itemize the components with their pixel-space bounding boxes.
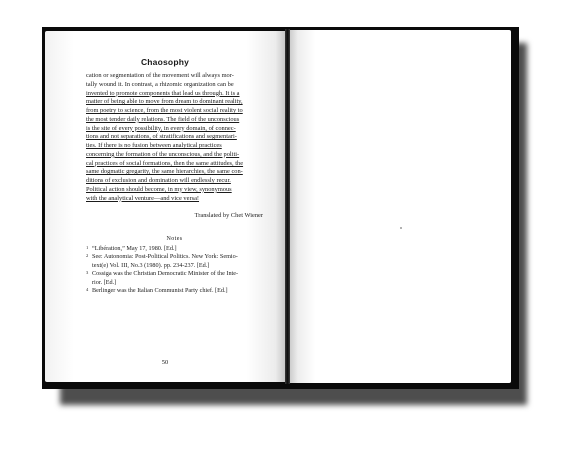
- body-line: ditions of exclusion and domination will endlessly recur.: [86, 177, 231, 184]
- body-line: tally wound it. In contrast, a rhizomic organization can be: [86, 80, 234, 88]
- body-line: cal practices of social formations, then the same attitudes, the: [86, 159, 244, 167]
- body-line: ties. If there is no fusion between analytical practices: [86, 142, 222, 149]
- footnote-text: rior. [Ed.]: [92, 278, 117, 286]
- footnote-text: See: Autonomia: Post-Political Politics. New York: Semio-: [92, 253, 238, 261]
- footnote-text: Berlinger was the Italian Communist Party chief. [Ed.]: [92, 287, 228, 295]
- body-line: same dogmatic gregarity, the same hierarchies, the same con-: [86, 168, 243, 176]
- footnote-number: 1: [86, 245, 89, 250]
- notes-list: [86, 245, 263, 295]
- body-line: concerning the formation of the unconscious, and the politi-: [86, 150, 240, 158]
- body-line: tions and not separations, of stratifications and segmentari-: [86, 133, 237, 141]
- page-number: 50: [161, 359, 169, 366]
- body-paragraph: [86, 72, 263, 203]
- footnote-number: 2: [86, 253, 89, 259]
- right-page-blank: [289, 30, 511, 383]
- body-line: cation or segmentation of the movement will always mor-: [86, 72, 234, 79]
- footnote: [86, 287, 263, 295]
- body-line: the most tender daily relations. The field of the unconscious: [86, 115, 240, 123]
- footnote-text: Cossiga was the Christian Democratic Minister of the Inte-: [92, 270, 239, 278]
- page-speck: [400, 227, 402, 229]
- footnote: [86, 253, 263, 270]
- book-spine: [285, 29, 290, 384]
- footnote-number: 4: [86, 287, 89, 293]
- footnote-text: text(e) Vol. III, No.3 (1980). pp. 234-237. [Ed.]: [92, 261, 210, 269]
- footnote: [86, 245, 263, 253]
- notes-heading: Notes: [166, 236, 183, 242]
- body-line: is the site of every possibility, in every domain, of connec-: [86, 124, 236, 132]
- body-line: from poetry to science, from the most violent social reality to: [86, 107, 243, 114]
- footnote-text: “Libération,” May 17, 1980. [Ed.]: [92, 245, 177, 252]
- body-line: matter of being able to move from dream to dominant reality,: [86, 98, 243, 106]
- footnote: [86, 270, 263, 287]
- body-line: with the analytical venture—and vice versa!: [86, 194, 200, 202]
- body-line: invented to promote components that lead us through. It is a: [86, 89, 240, 97]
- body-line: Political action should become, in my view, synonymous: [86, 185, 232, 193]
- running-head: Chaosophy: [140, 57, 190, 67]
- translator-credit: Translated by Chet Wiener: [194, 212, 263, 219]
- footnote-number: 3: [86, 270, 89, 276]
